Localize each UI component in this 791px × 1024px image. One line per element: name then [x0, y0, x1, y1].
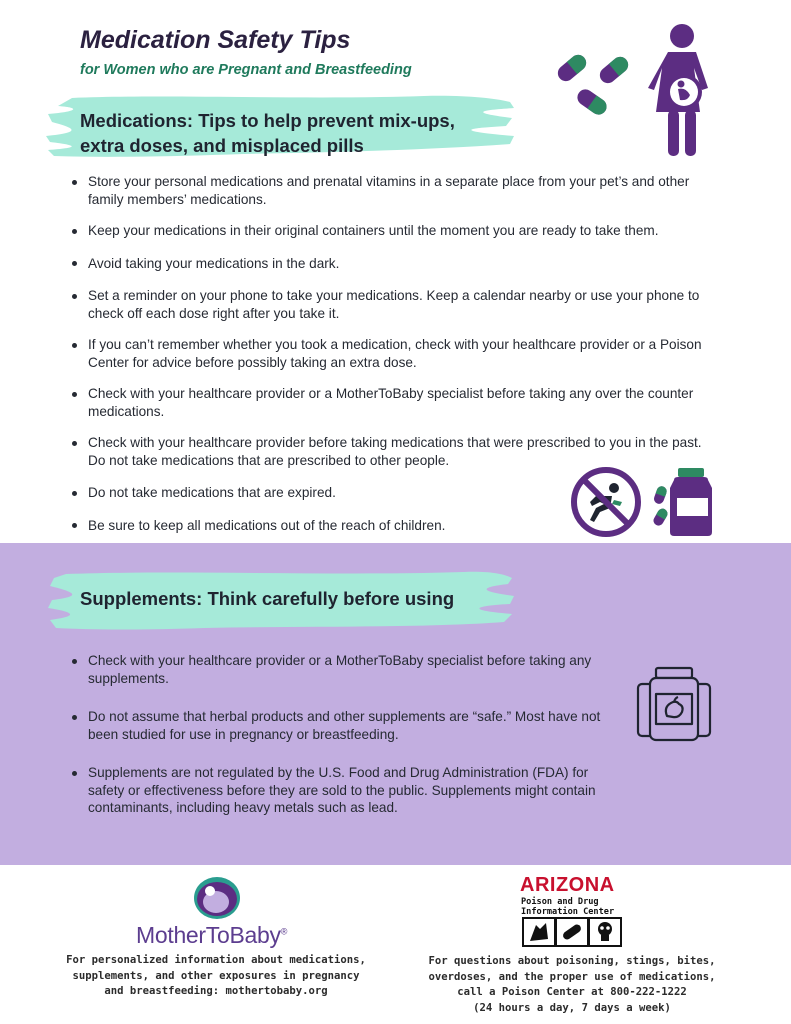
- medications-heading-line2: extra doses, and misplaced pills: [80, 135, 364, 156]
- list-item: Do not assume that herbal products and other supplements are “safe.” Most have not been studied for use in pregnancy or breastfeeding.: [72, 708, 620, 743]
- arizona-info-line: (24 hours a day, 7 days a week): [473, 1001, 671, 1014]
- supplement-jars-icon: [634, 664, 714, 744]
- mothertobaby-wordmark: [136, 922, 287, 949]
- no-children-icon: [570, 466, 642, 538]
- medications-heading-line1: Medications: Tips to help prevent mix-ups,: [80, 110, 455, 131]
- list-item: If you can’t remember whether you took a medication, check with your healthcare provider or a Poison Center for advice before possibly taking an extra dose.: [72, 336, 722, 371]
- mothertobaby-logo: [192, 875, 242, 921]
- arizona-logo-title: ARIZONA: [520, 874, 615, 896]
- arizona-subtitle-line: Poison and Drug: [521, 897, 599, 907]
- arizona-info-line: overdoses, and the proper use of medications,: [428, 970, 716, 983]
- list-item: Store your personal medications and prenatal vitamins in a separate place from your pet’s and other family members’ medications.: [72, 173, 722, 208]
- page-subtitle: for Women who are Pregnant and Breastfeeding: [80, 62, 412, 78]
- arizona-logo-subtitle: [521, 897, 614, 917]
- arizona-info-line: call a Poison Center at 800-222-1222: [457, 986, 687, 998]
- supplements-tip-list: [72, 652, 620, 817]
- list-item: Avoid taking your medications in the dark.: [72, 255, 722, 273]
- list-item: Be sure to keep all medications out of the reach of children.: [72, 517, 722, 535]
- mothertobaby-info-line: For personalized information about medications,: [66, 954, 366, 966]
- page-title: Medication Safety Tips: [80, 26, 351, 54]
- list-item: Check with your healthcare provider or a MotherToBaby specialist before taking any over the counter medications.: [72, 385, 722, 420]
- mothertobaby-info-line: supplements, and other exposures in pregnancy: [72, 969, 360, 982]
- supplements-heading: Supplements: Think carefully before using: [80, 588, 455, 609]
- list-item: Do not take medications that are expired.: [72, 484, 722, 502]
- list-item: Check with your healthcare provider before taking medications that were prescribed to you in the past. Do not take medications that are prescribed to other people.: [72, 434, 712, 469]
- mothertobaby-info-line: and breastfeeding: mothertobaby.org: [104, 985, 328, 997]
- arizona-poison-logo: [522, 917, 622, 947]
- mothertobaby-wordmark-text: MotherToBaby: [136, 922, 281, 948]
- arizona-info-line: For questions about poisoning, stings, bites,: [428, 955, 716, 967]
- arizona-info: [396, 954, 748, 1016]
- list-item: Supplements are not regulated by the U.S. Food and Drug Administration (FDA) for safety or effectiveness before they are sold to the public. Supplements might contain contaminants, including heavy metals such as lead.: [72, 764, 620, 817]
- list-item: Keep your medications in their original containers until the moment you are ready to take them.: [72, 222, 722, 240]
- arizona-subtitle-line: Information Center: [521, 907, 615, 917]
- medicine-bottle-icon: [650, 466, 716, 538]
- mothertobaby-info: [40, 953, 392, 1000]
- list-item: Check with your healthcare provider or a MotherToBaby specialist before taking any supplements.: [72, 652, 612, 687]
- capsules-icon: [552, 42, 636, 124]
- registered-mark: ®: [280, 926, 288, 937]
- list-item: Set a reminder on your phone to take your medications. Keep a calendar nearby or use your phone to check off each dose right after you take it.: [72, 287, 722, 322]
- pregnant-woman-icon: [648, 22, 716, 158]
